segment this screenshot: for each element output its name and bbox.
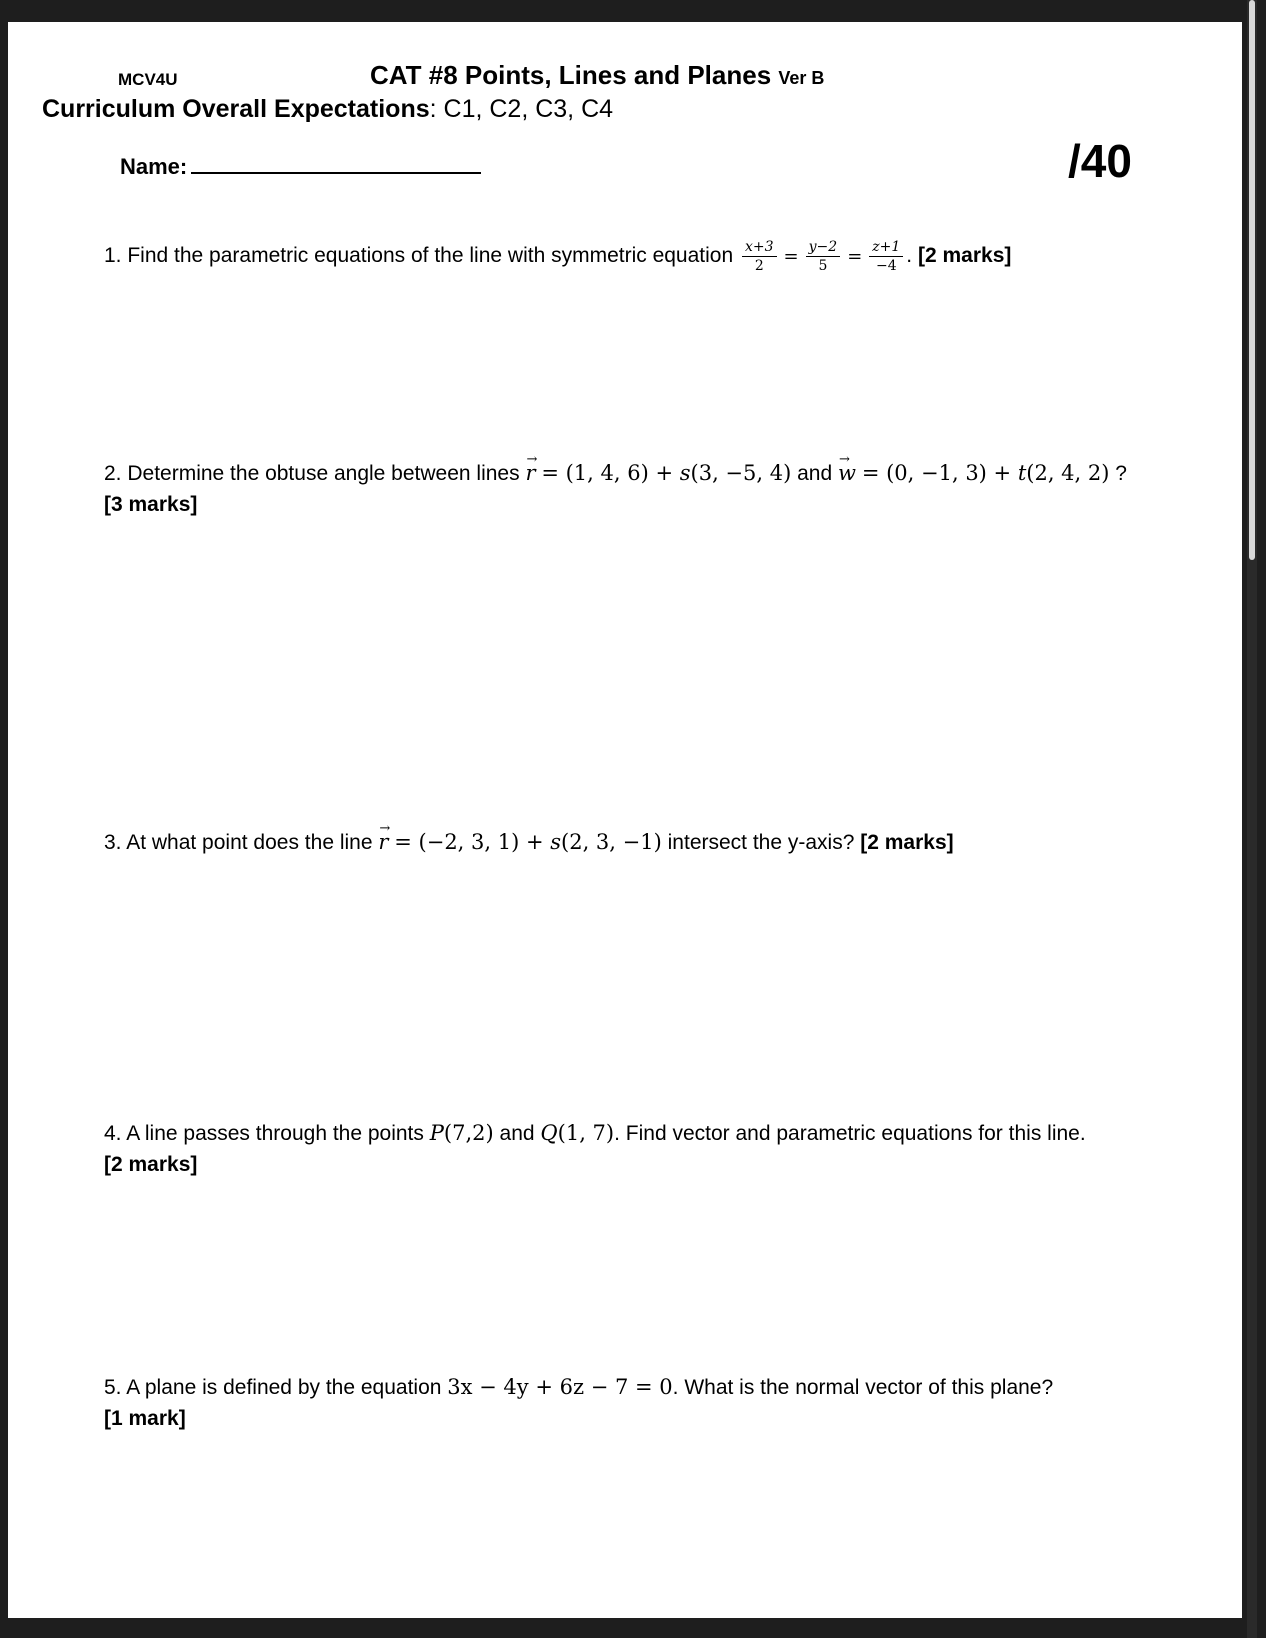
- q1-period: .: [906, 244, 913, 268]
- q1-text: 1. Find the parametric equations of the line with symmetric equation: [104, 244, 734, 268]
- q3-dir: (2, 3, −1): [561, 830, 662, 854]
- q4-p-coords: (7,2): [443, 1121, 494, 1145]
- vertical-scrollbar[interactable]: [1247, 0, 1257, 1638]
- q2-line-1: [104, 458, 1127, 489]
- title-text: CAT #8 Points, Lines and Planes: [370, 60, 772, 90]
- scrollbar-thumb[interactable]: [1249, 0, 1255, 560]
- q2-text: 2. Determine the obtuse angle between lines: [104, 462, 520, 485]
- q3-vector-r: → r: [378, 827, 388, 858]
- q2-param-s: s: [679, 461, 691, 485]
- name-blank-line[interactable]: [191, 152, 481, 174]
- q2-vector-r: → r: [525, 458, 535, 489]
- q4-and: and: [499, 1122, 535, 1145]
- q2-and: and: [797, 462, 833, 485]
- q2-dir1: (3, −5, 4): [690, 461, 792, 485]
- name-label: Name:: [120, 154, 188, 179]
- q4-line-1: [104, 1118, 1086, 1149]
- q4-q-coords: (1, 7): [557, 1121, 615, 1145]
- q1-frac2-denominator: 5: [818, 258, 828, 274]
- q2-eq1: = (1, 4, 6) +: [541, 461, 680, 485]
- page-title: [370, 60, 824, 91]
- q2-question-mark: ?: [1115, 462, 1127, 485]
- q1-equals-2: =: [847, 246, 863, 267]
- q1-frac3-denominator: −4: [875, 258, 897, 274]
- q1-frac3-numerator: z+1: [869, 238, 903, 257]
- q3-text-2: intersect the y-axis?: [667, 831, 855, 854]
- name-row: [120, 152, 481, 180]
- q1-frac1-denominator: 2: [754, 258, 764, 274]
- q5-text: 5. A plane is defined by the equation: [104, 1376, 442, 1399]
- q2-vector-w: → w: [838, 458, 856, 489]
- curriculum-label: Curriculum Overall Expectations: [42, 95, 430, 123]
- q3-eq: = (−2, 3, 1) +: [394, 830, 551, 854]
- q4-text: 4. A line passes through the points: [104, 1122, 424, 1145]
- version-label: Ver B: [778, 68, 825, 88]
- q3-text: 3. At what point does the line: [104, 831, 373, 854]
- q5-text-2: . What is the normal vector of this plane?: [672, 1376, 1054, 1399]
- question-5: [104, 1372, 1053, 1434]
- q2-eq2: = (0, −1, 3) +: [861, 461, 1018, 485]
- q2-dir2: (2, 4, 2): [1026, 461, 1110, 485]
- q1-frac1-numerator: x+3: [742, 238, 777, 257]
- q4-point-p: P: [429, 1121, 444, 1145]
- q5-marks: [1 mark]: [104, 1407, 186, 1430]
- q4-text-2: . Find vector and parametric equations for this line.: [614, 1122, 1086, 1145]
- question-4: [104, 1118, 1086, 1180]
- question-3: [104, 827, 954, 858]
- curriculum-expectations: [42, 95, 613, 124]
- question-1: [104, 238, 1011, 275]
- q5-line-1: [104, 1372, 1053, 1403]
- q1-fraction-y: [806, 238, 841, 275]
- q3-param-s: s: [550, 830, 562, 854]
- curriculum-value: : C1, C2, C3, C4: [429, 95, 614, 123]
- q1-equals-1: =: [783, 246, 799, 267]
- total-marks: /40: [1068, 135, 1132, 187]
- q4-point-q: Q: [540, 1121, 558, 1145]
- q1-frac2-numerator: y−2: [806, 238, 841, 257]
- worksheet-page: [8, 22, 1242, 1618]
- q1-marks: [2 marks]: [917, 244, 1012, 268]
- course-code: MCV4U: [118, 70, 178, 89]
- q2-marks: [3 marks]: [104, 493, 198, 516]
- q4-marks: [2 marks]: [104, 1153, 198, 1176]
- q1-fraction-x: [742, 238, 777, 275]
- q3-marks: [2 marks]: [860, 831, 954, 854]
- q2-param-t: t: [1017, 461, 1027, 485]
- question-2: [104, 458, 1127, 520]
- q1-fraction-z: [869, 238, 903, 275]
- q5-equation: 3x − 4y + 6z − 7 = 0: [447, 1375, 673, 1399]
